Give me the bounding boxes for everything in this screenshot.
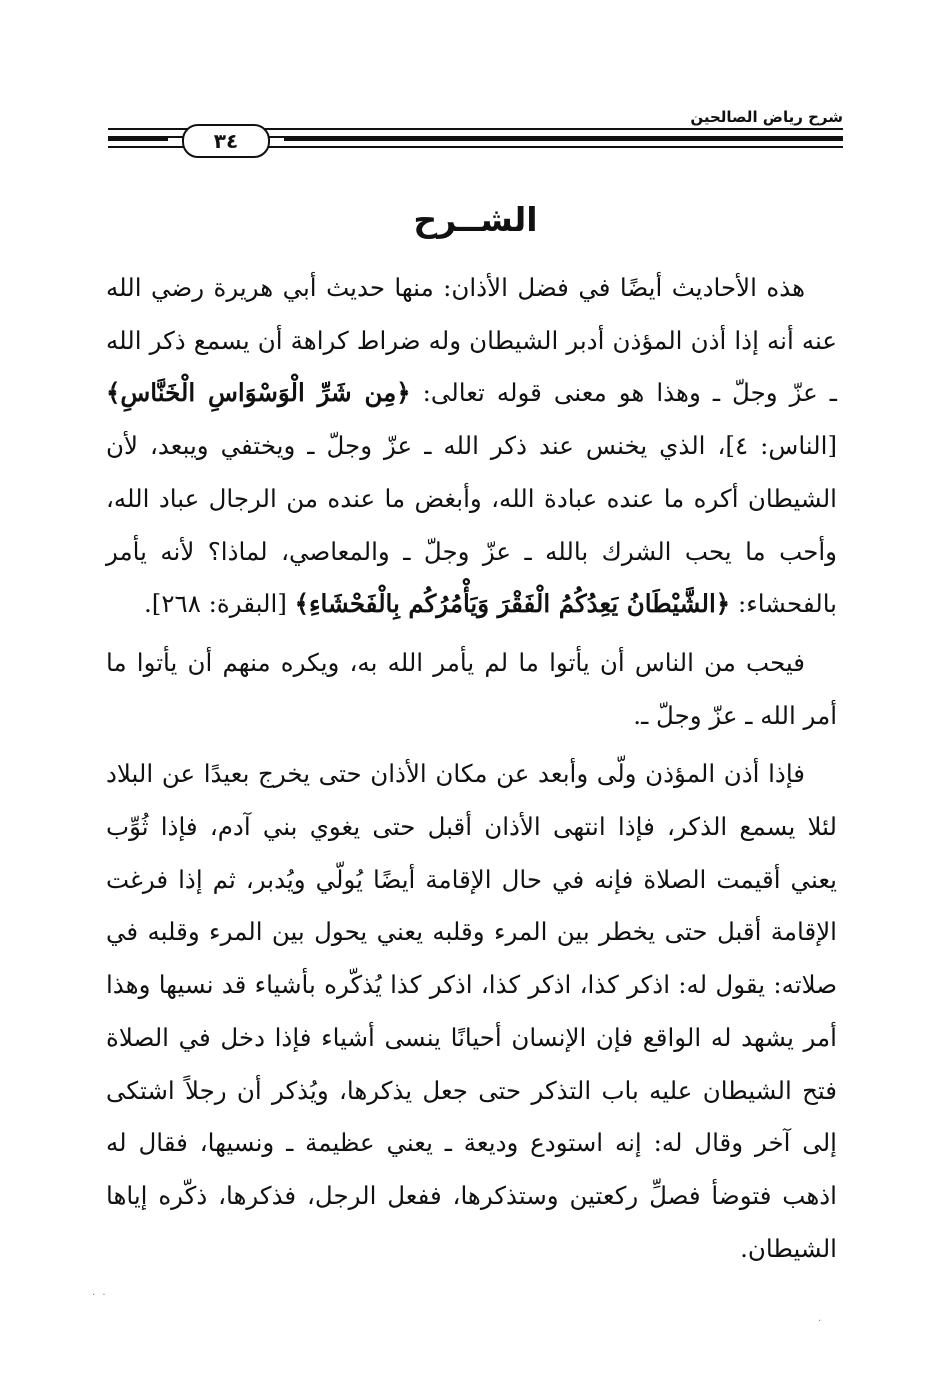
body-text: [106, 262, 837, 1275]
paragraph-1-middle: [الناس: ٤]، الذي يخنس عند ذكر الله ـ عزّ وجلّ ـ ويختفي ويبعد، لأن الشيطان أكره ما عنده عبادة الله، وأبغض ما عنده من الرجال عباد الله، وأحب ما يحب الشرك بالله ـ عزّ وجلّ ـ والمعاصي، لماذا؟ لأنه يأمر بالفحشاء:: [106, 431, 838, 619]
running-header-book-title: شرح رياض الصالحين: [690, 108, 843, 126]
paragraph-3: فإذا أذن المؤذن ولّى وأبعد عن مكان الأذان حتى يخرج بعيدًا عن البلاد لئلا يسمع الذكر، فإذا انتهى الأذان أقبل حتى يغوي بني آدم، فإذا ثُوِّب يعني أقيمت الصلاة فإنه في حال الإقامة أيضًا يُولّي ويُدبر، ثم إذا فرغت الإقامة أقبل حتى يخطر بين المرء وقلبه يعني يحول بين المرء وقلبه في صلاته: يقول له: اذكر كذا، اذكر كذا، اذكر كذا يُذكّره بأشياء قد نسيها وهذا أمر يشهد له الواقع فإن الإنسان أحيانًا ينسى أشياء فإذا دخل في الصلاة فتح الشيطان عليه باب التذكر حتى جعل يذكرها، ويُذكر أن رجلاً اشتكى إلى آخر وقال له: إنه استودع وديعة ـ يعني عظيمة ـ ونسيها، فقال له اذهب فتوضأ فصلِّ ركعتين وستذكرها، ففعل الرجل، فذكرها، ذكّره إياها الشيطان.: [106, 759, 837, 1263]
page-number-label: ٣٤: [213, 129, 239, 153]
page-number: [182, 124, 270, 158]
paragraph-1-closing: [البقرة: ٢٦٨].: [144, 589, 295, 619]
paragraph-2: فيحب من الناس أن يأتوا ما لم يأمر الله به، ويكره منهم أن يأتوا ما أمر الله ـ عزّ وجلّ ـ.: [106, 647, 837, 730]
scan-speck: · ·: [92, 1290, 108, 1301]
quran-verse-an-nas: ﴿مِن شَرِّ الْوَسْوَاسِ الْخَنَّاسِ﴾: [106, 378, 411, 408]
paragraph-1-opening: هذه الأحاديث أيضًا في فضل الأذان: منها حديث أبي هريرة رضي الله عنه أنه إذا أذن المؤذن أدبر الشيطان وله ضراط كراهة أن يسمع ذكر الله ـ عزّ وجلّ ـ وهذا هو معنى قوله تعالى:: [106, 273, 837, 408]
paragraph-1: [106, 262, 837, 631]
scan-speck: ·: [818, 1316, 824, 1327]
quran-verse-al-baqarah: ﴿الشَّيْطَانُ يَعِدُكُمُ الْفَقْرَ وَيَأْمُرُكُم بِالْفَحْشَاءِ﴾: [294, 589, 731, 619]
section-title: الشــرح: [413, 200, 538, 239]
